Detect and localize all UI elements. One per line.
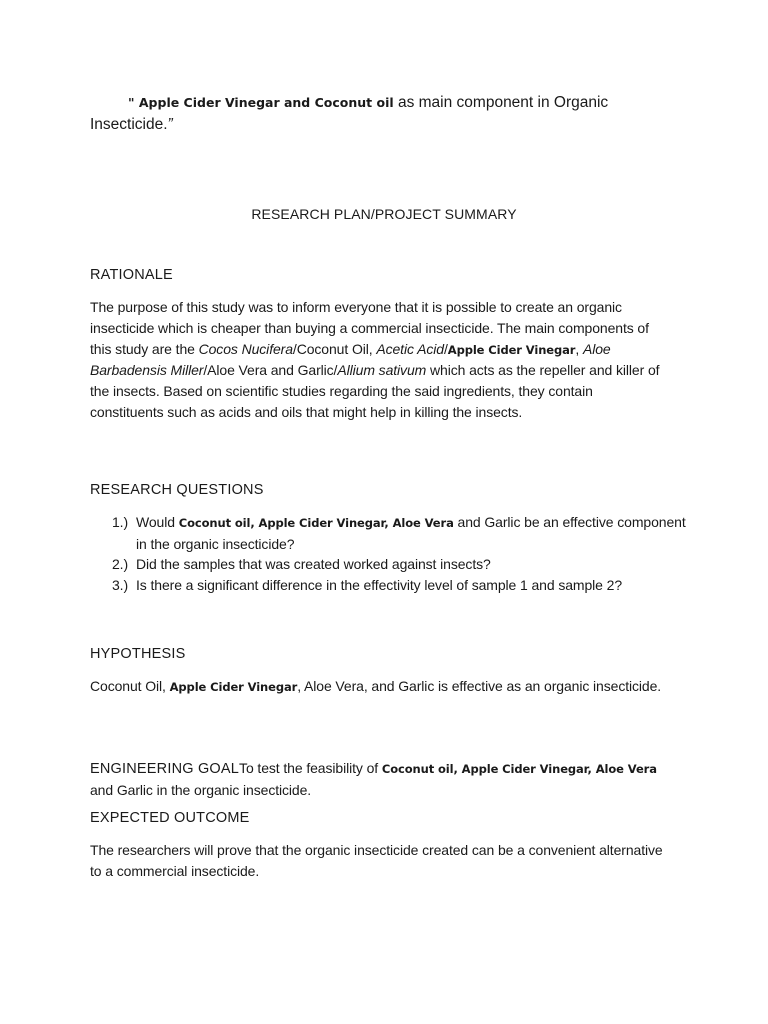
rationale-italic-2: Acetic Acid	[376, 340, 444, 357]
hypothesis-text-2: , Aloe Vera, and Garlic is effective as an organic insecticide.	[297, 678, 662, 694]
list-item	[90, 554, 690, 575]
summary-heading: RESEARCH PLAN/PROJECT SUMMARY	[251, 206, 517, 222]
list-item	[90, 512, 690, 554]
rationale-text-5: /Aloe Vera and Garlic/	[203, 362, 338, 379]
rationale-text-3: /	[443, 340, 448, 357]
rationale-text-6: which acts as the repeller and killer of the insects. Based on scientific studies regarding the said ingredients, they contain constituents such as acids and oils that might help in killing the insects.	[90, 362, 660, 420]
expected-outcome-paragraph: The researchers will prove that the organic insecticide created can be a convenient alternative to a commercial insecticide.	[90, 842, 663, 879]
research-questions-list	[90, 512, 690, 595]
title-line-2: Insecticide.	[90, 116, 168, 133]
engineering-goal-text-1: To test the feasibility of	[239, 760, 382, 776]
title-regular-part: as main component in Organic	[393, 94, 609, 111]
hypothesis-heading: HYPOTHESIS	[90, 646, 186, 662]
research-questions-heading: RESEARCH QUESTIONS	[90, 482, 264, 498]
rationale-heading: RATIONALE	[90, 267, 173, 283]
list-number: 2.)	[112, 556, 129, 573]
expected-outcome-heading: EXPECTED OUTCOME	[90, 810, 250, 826]
document-title	[90, 92, 690, 136]
question-text: Did the samples that was created worked against insects?	[136, 556, 491, 573]
hypothesis-paragraph	[90, 676, 670, 698]
question-text: and Garlic be an effective component in the organic insecticide?	[136, 514, 686, 552]
rationale-text-2: /Coconut Oil,	[292, 340, 377, 357]
title-quote-open: "	[128, 95, 139, 110]
engineering-goal-paragraph	[90, 758, 670, 801]
list-number: 1.)	[112, 514, 129, 530]
rationale-paragraph	[90, 297, 670, 423]
engineering-goal-heading: ENGINEERING GOAL	[90, 761, 240, 777]
list-item	[90, 575, 690, 596]
hypothesis-text-1: Coconut Oil,	[90, 678, 170, 694]
rationale-italic-1: Cocos Nucifera	[198, 340, 293, 357]
rationale-italic-3: Aloe Barbadensis Miller	[90, 340, 611, 379]
rationale-text-1: The purpose of this study was to inform everyone that it is possible to create an organic insecticide which is cheaper than buying a commercial insecticide. The main components of this study are the	[90, 299, 649, 357]
list-number: 3.)	[112, 576, 129, 593]
question-bold-text: Coconut oil, Apple Cider Vinegar, Aloe Vera	[178, 516, 454, 530]
question-text: Would	[136, 514, 179, 530]
rationale-bold-1: Apple Cider Vinegar	[447, 342, 576, 357]
question-text: Is there a significant difference in the effectivity level of sample 1 and sample 2?	[136, 576, 623, 593]
title-quote-close: ”	[167, 116, 173, 133]
engineering-goal-text-2: and Garlic in the organic insecticide.	[90, 781, 312, 798]
rationale-italic-4: Allium sativum	[337, 362, 427, 379]
title-bold-part: Apple Cider Vinegar and Coconut oil	[138, 95, 394, 110]
engineering-goal-bold: Coconut oil, Apple Cider Vinegar, Aloe Vera	[381, 762, 657, 776]
hypothesis-bold: Apple Cider Vinegar	[169, 680, 298, 694]
rationale-text-4: ,	[575, 340, 583, 357]
